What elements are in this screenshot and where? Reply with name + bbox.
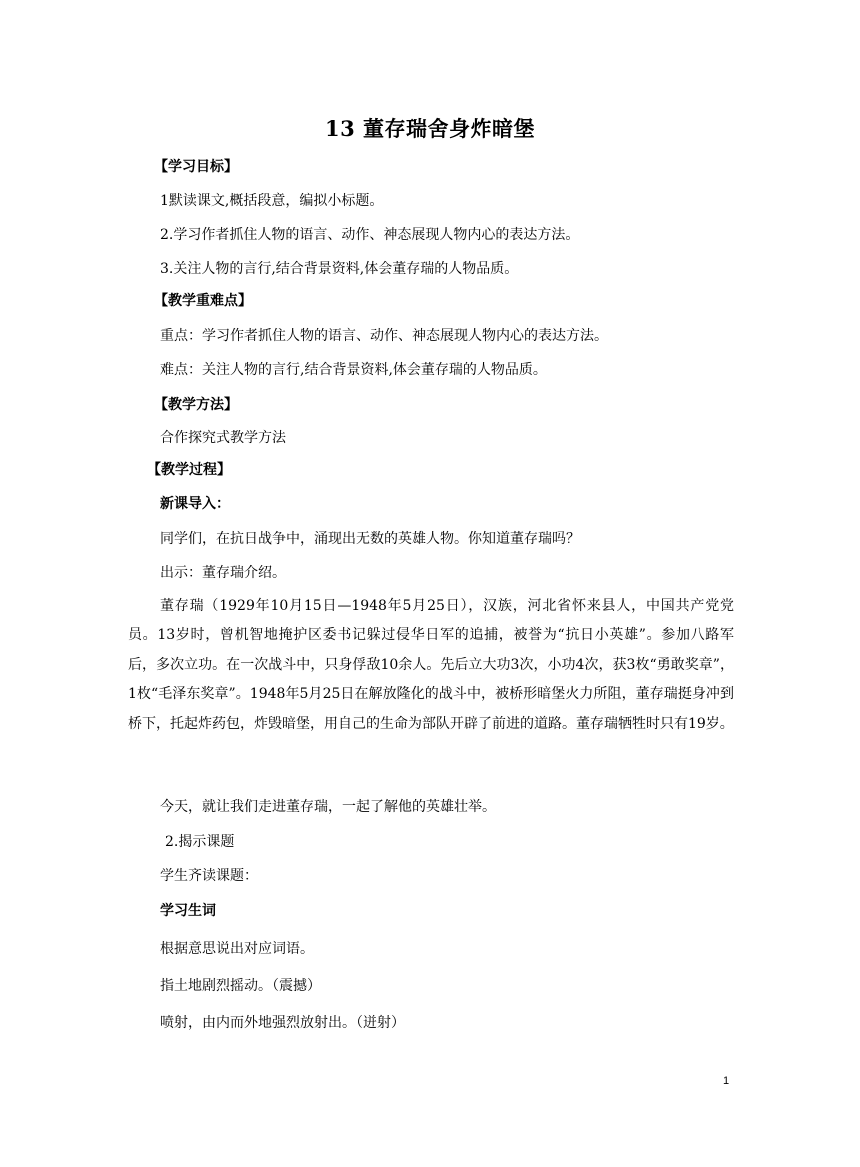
intro-line-1: 同学们，在抗日战争中，涌现出无数的英雄人物。你知道董存瑞吗？ bbox=[160, 531, 580, 547]
key-point-difficulty: 难点：关注人物的言行,结合背景资料,体会董存瑞的人物品质。 bbox=[160, 362, 547, 378]
key-points-heading: 【教学重难点】 bbox=[154, 293, 252, 309]
methods-heading: 【教学方法】 bbox=[154, 397, 238, 413]
objectives-heading: 【学习目标】 bbox=[154, 159, 238, 175]
intro-line-2: 出示：董存瑞介绍。 bbox=[160, 565, 286, 581]
objective-item-2: 2.学习作者抓住人物的语言、动作、神态展现人物内心的表达方法。 bbox=[160, 227, 580, 243]
objective-item-1: 1默读课文,概括段意，编拟小标题。 bbox=[160, 193, 384, 209]
today-line: 今天，就让我们走进董存瑞，一起了解他的英雄壮举。 bbox=[160, 799, 496, 815]
objective-item-3: 3.关注人物的言行,结合背景资料,体会董存瑞的人物品质。 bbox=[160, 261, 519, 277]
read-title: 学生齐读课题： bbox=[160, 868, 258, 884]
methods-text: 合作探究式教学方法 bbox=[160, 430, 286, 446]
process-heading: 【教学过程】 bbox=[147, 462, 231, 478]
reveal-title: 2.揭示课题 bbox=[165, 834, 235, 850]
intro-heading: 新课导入： bbox=[160, 496, 230, 512]
vocab-item-1: 指土地剧烈摇动。（震撼） bbox=[160, 978, 321, 994]
page-number: 1 bbox=[723, 1075, 730, 1087]
key-point-focus: 重点：学习作者抓住人物的语言、动作、神态展现人物内心的表达方法。 bbox=[160, 328, 608, 344]
vocab-item-2: 喷射，由内而外地强烈放射出。（迸射） bbox=[160, 1015, 405, 1031]
document-title: 13 董存瑞舍身炸暗堡 bbox=[324, 116, 536, 141]
vocab-heading: 学习生词 bbox=[160, 903, 216, 919]
bio-paragraph: 董存瑞（1929年10月15日—1948年5月25日），汉族，河北省怀来县人，中国共产党党员。13岁时，曾机智地掩护区委书记躲过侵华日军的追捕，被誉为“抗日小英雄”。参加八路军后，多次立功。在一次战斗中，只身俘敌10余人。先后立大功3次，小功4次，获3枚“勇敢奖章”，1枚“毛泽东奖章”。1948年5月25日在解放隆化的战斗中，被桥形暗堡火力所阻，董存瑞挺身冲到桥下，托起炸药包，炸毁暗堡，用自己的生命为部队开辟了前进的道路。董存瑞牺牲时只有19岁。 bbox=[128, 598, 734, 732]
vocab-intro: 根据意思说出对应词语。 bbox=[160, 941, 314, 957]
